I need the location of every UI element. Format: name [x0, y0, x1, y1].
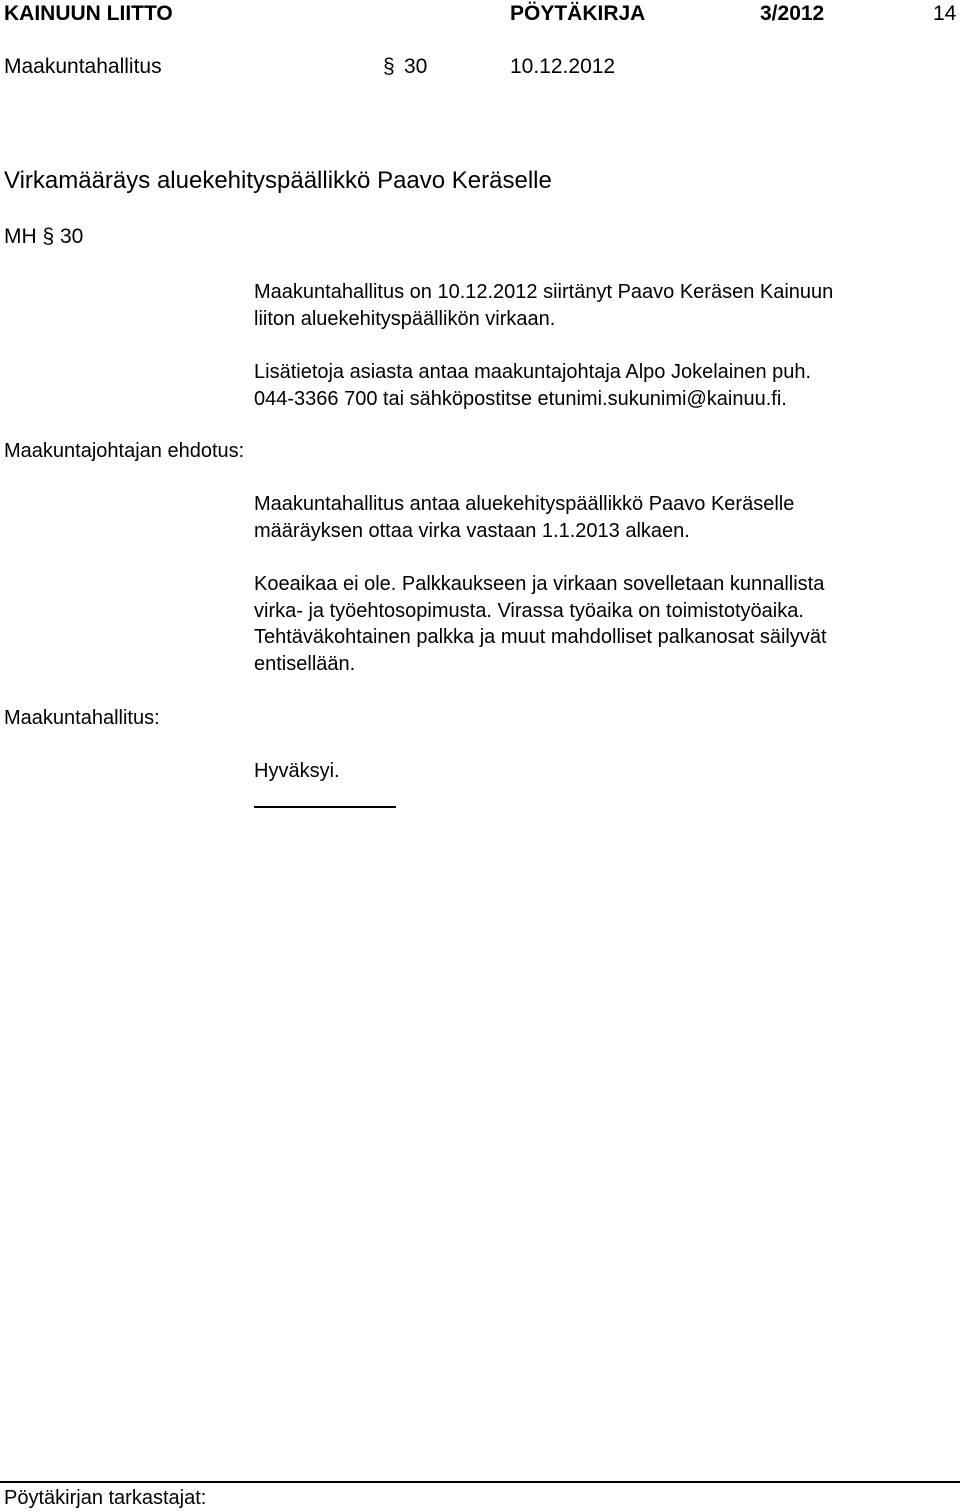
- intro-line: Maakuntahallitus on 10.12.2012 siirtänyt Paavo Keräsen Kainuun: [254, 281, 834, 303]
- document-type: PÖYTÄKIRJA: [510, 2, 646, 25]
- footer-label: Pöytäkirjan tarkastajat:: [4, 1487, 207, 1509]
- terms-paragraph: [254, 571, 944, 677]
- proposal-label: Maakuntajohtajan ehdotus:: [4, 440, 245, 462]
- section-reference: MH § 30: [4, 225, 84, 248]
- decision-label: Maakuntahallitus:: [4, 707, 160, 729]
- contact-line: Lisätietoja asiasta antaa maakuntajohtaja Alpo Jokelainen puh.: [254, 361, 812, 383]
- page-title: Virkamääräys aluekehityspäällikkö Paavo Keräselle: [4, 167, 552, 194]
- intro-line: liiton aluekehityspäällikön virkaan.: [254, 307, 556, 330]
- organization-name: KAINUUN LIITTO: [4, 2, 173, 25]
- contact-paragraph: [254, 359, 944, 412]
- terms-line: entisellään.: [254, 652, 356, 675]
- footer-divider: [0, 1481, 960, 1483]
- meeting-date: 10.12.2012: [510, 55, 616, 78]
- decision-text: Hyväksyi.: [254, 760, 340, 782]
- contact-line: 044-3366 700 tai sähköpostitse etunimi.sukunimi@kainuu.fi.: [254, 387, 787, 410]
- page-number: 14: [933, 2, 957, 25]
- decision-underline: [254, 806, 396, 808]
- document-number: 3/2012: [760, 2, 825, 25]
- proposal-paragraph: [254, 491, 944, 544]
- intro-paragraph: [254, 279, 944, 332]
- terms-line: virka- ja työehtosopimusta. Virassa työaika on toimistotyöaika.: [254, 599, 804, 622]
- proposal-line: määräyksen ottaa virka vastaan 1.1.2013 alkaen.: [254, 519, 690, 542]
- section-symbol: §: [383, 55, 395, 78]
- terms-line: Tehtäväkohtainen palkka ja muut mahdolliset palkanosat säilyvät: [254, 626, 827, 648]
- section-number: 30: [404, 55, 428, 78]
- proposal-line: Maakuntahallitus antaa aluekehityspäällikkö Paavo Keräselle: [254, 493, 795, 515]
- terms-line: Koeaikaa ei ole. Palkkaukseen ja virkaan sovelletaan kunnallista: [254, 573, 825, 595]
- body-name: Maakuntahallitus: [4, 55, 162, 78]
